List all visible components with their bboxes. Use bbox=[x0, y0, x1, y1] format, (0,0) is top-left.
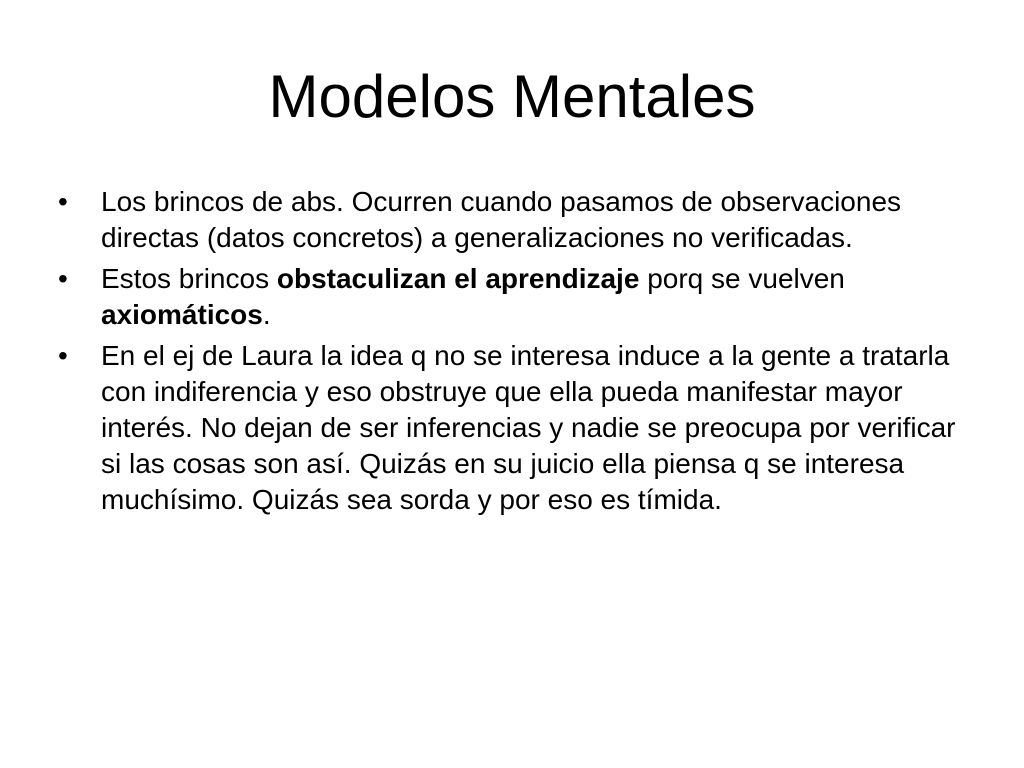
bullet-item bbox=[58, 261, 968, 333]
bullet-emphasis: axiomáticos bbox=[101, 299, 263, 330]
bullet-dot-icon bbox=[58, 261, 78, 297]
bullet-dot-icon bbox=[58, 338, 78, 374]
bullet-text-segment: . bbox=[262, 299, 271, 330]
bullet-item bbox=[58, 184, 968, 256]
bullet-item bbox=[58, 338, 968, 518]
bullet-text-segment: Estos brincos bbox=[101, 263, 277, 294]
bullet-list bbox=[58, 184, 968, 523]
slide-title: Modelos Mentales bbox=[268, 63, 756, 130]
bullet-dot-icon bbox=[58, 184, 78, 220]
bullet-text-segment: porq se vuelven bbox=[639, 263, 845, 294]
bullet-text: Los brincos de abs. Ocurren cuando pasamos de observaciones directas (datos concretos) a generalizaciones no verificadas. bbox=[101, 186, 902, 253]
bullet-emphasis: obstaculizan el aprendizaje bbox=[276, 263, 640, 294]
bullet-text: En el ej de Laura la idea q no se interesa induce a la gente a tratarla con indiferencia y eso obstruye que ella pueda manifestar mayor interés. No dejan de ser inferencias y nadie se preocupa por verificar si las cosas son así. Quizás en su juicio ella piensa q se interesa muchísimo. Quizás sea sorda y por eso es tímida. bbox=[101, 340, 956, 515]
